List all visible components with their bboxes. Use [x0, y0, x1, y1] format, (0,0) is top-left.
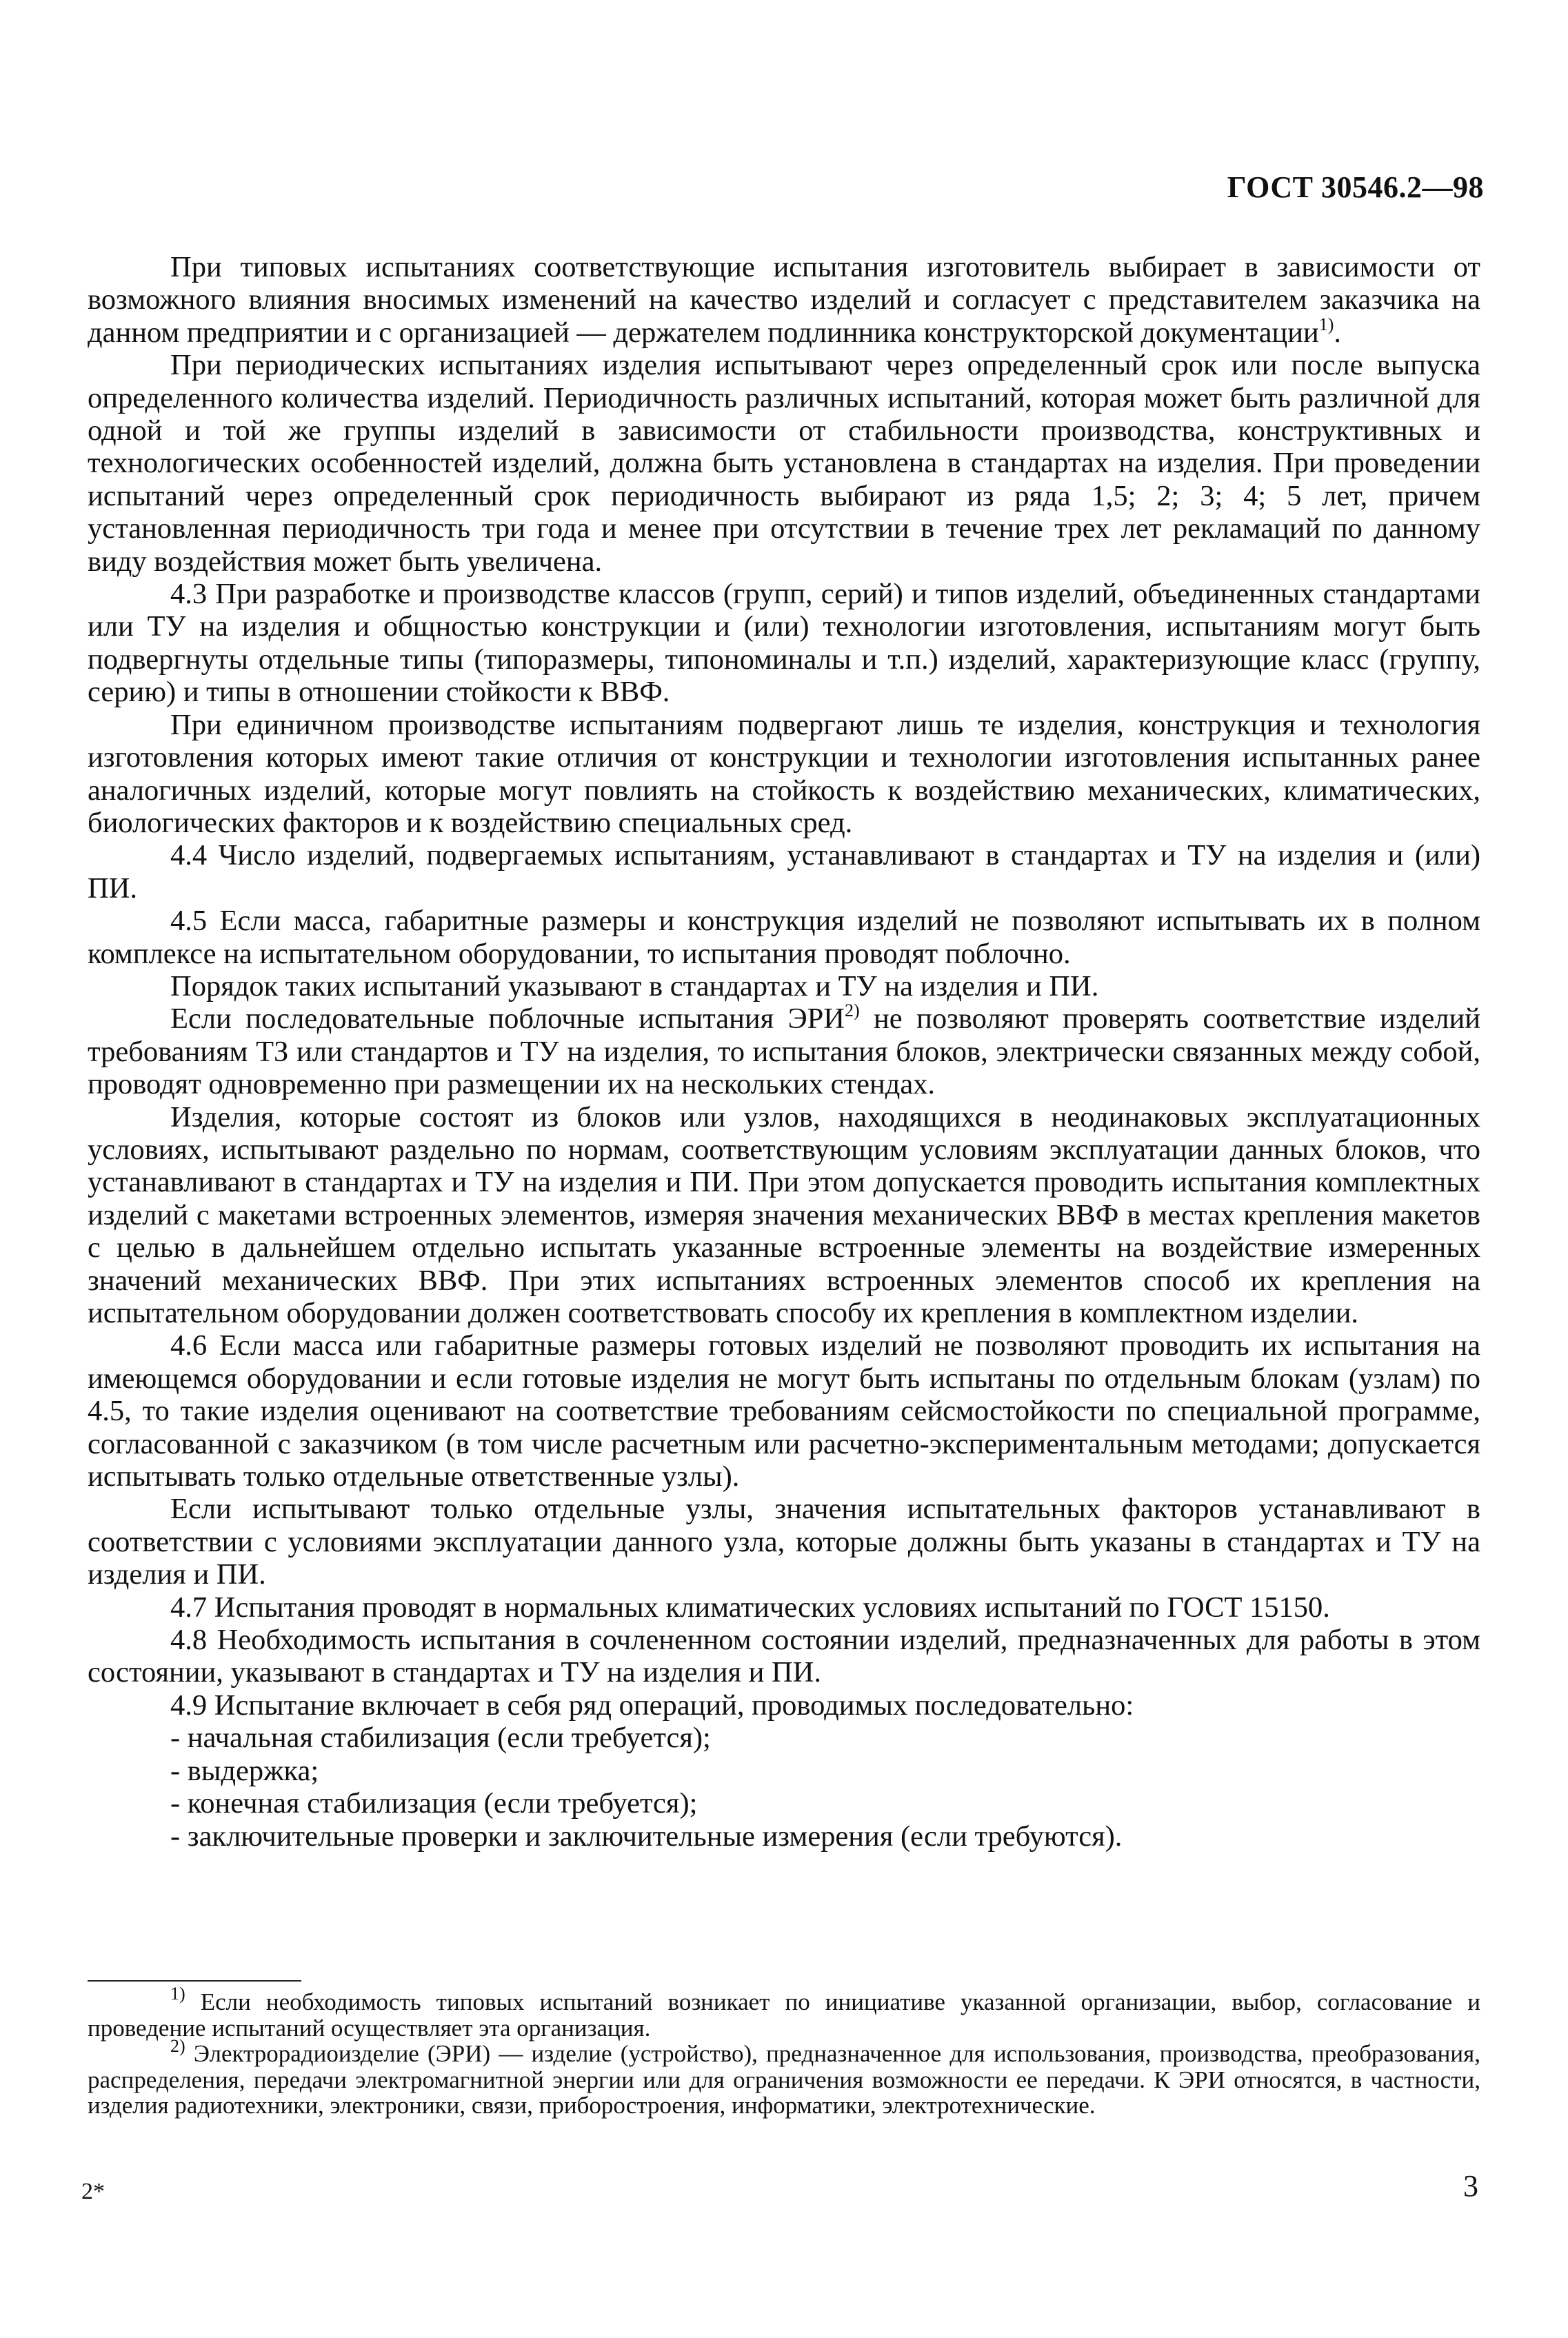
- body-text: [88, 251, 1480, 1853]
- footnote-1: $^{1)}$ Если необходимость типовых испытаний возникает по инициативе указанной организации, выбор, согласование и проведение испытаний осуществляет эта организация.: [88, 1984, 1480, 2042]
- list-item: - заключительные проверки и заключительные измерения (если требуются).: [170, 1820, 1123, 1853]
- paragraph-sequential-block-tests: Если последовательные поблочные испытания ЭРИ$^{2)}$ не позволяют проверять соответствие изделий требованиям ТЗ или стандартов и ТУ на изделия, то испытания блоков, электрически связанных между собой, проводят одновременно при размещении их на нескольких стендах.: [88, 1000, 1481, 1101]
- paragraph-periodic-tests: При периодических испытаниях изделия испытывают через определенный срок или после выпуска определенного количества изделий. Периодичность различных испытаний, которая может быть различной для одной и той же группы изделий в зависимости от стабильности производства, конструктивных и технологических особенностей изделий, должна быть установлена в стандартах на изделия. При проведении испытаний через определенный срок периодичность выбирают из ряда 1,5; 2; 3; 4; 5 лет, причем установленная периодичность три года и менее при отсутствии в течение трех лет рекламаций по данному виду воздействия может быть увеличена.: [88, 349, 1480, 578]
- footnotes: [88, 1984, 1480, 2119]
- paragraph-4-7: 4.7 Испытания проводят в нормальных климатических условиях испытаний по ГОСТ 15150.: [170, 1591, 1330, 1624]
- footnote-2: $^{2)}$ Электрорадиоизделие (ЭРИ) — изделие (устройство), предназначенное для использования, производства, преобразования, распределения, передачи электромагнитной энергии или для ограничения возможности ее передачи. К ЭРИ относятся, в частности, изделия радиотехники, электроники, связи, приборостроения, информатики, электротехнические.: [88, 2035, 1480, 2119]
- paragraph-typical-tests: При типовых испытаниях соответствующие испытания изготовитель выбирает в зависимости от возможного влияния вносимых изменений на качество изделий и согласует с представителем заказчика на данном предприятии и с организацией — держателем подлинника конструкторской документации$^{1)}$.: [88, 251, 1480, 349]
- paragraph-blocks-and-units: Изделия, которые состоят из блоков или узлов, находящихся в неодинаковых эксплуатационных условиях, испытывают раздельно по нормам, соответствующим условиям эксплуатации данных блоков, что устанавливают в стандартах и ТУ на изделия и ПИ. При этом допускается проводить испытания комплектных изделий с макетами встроенных элементов, измеряя значения механических ВВФ в местах крепления макетов с целью в дальнейшем отдельно испытать указанные встроенные элементы на воздействие измеренных значений механических ВВФ. При этих испытаниях встроенных элементов способ их крепления на испытательном оборудовании должен соответствовать способу их крепления в комплектном изделии.: [88, 1100, 1480, 1329]
- paragraph-separate-units: Если испытывают только отдельные узлы, значения испытательных факторов устанавливают в соответствии с условиями эксплуатации данного узла, которые должны быть указаны в стандартах и ТУ на изделия и ПИ.: [88, 1493, 1480, 1591]
- paragraph-4-4: 4.4 Число изделий, подвергаемых испытаниям, устанавливают в стандартах и ТУ на изделия и (или) ПИ.: [88, 839, 1480, 905]
- paragraph-4-5: 4.5 Если масса, габаритные размеры и конструкция изделий не позволяют испытывать их в полном комплексе на испытательном оборудовании, то испытания проводят поблочно.: [88, 905, 1480, 970]
- document-code-header: ГОСТ 30546.2—98: [1227, 170, 1484, 204]
- paragraph-test-order: Порядок таких испытаний указывают в стандартах и ТУ на изделия и ПИ.: [170, 969, 1099, 1002]
- list-item: - выдержка;: [170, 1754, 319, 1787]
- paragraph-single-production: При единичном производстве испытаниям подвергают лишь те изделия, конструкция и технология изготовления которых имеют такие отличия от конструкции и технологии изготовления испытанных ранее аналогичных изделий, которые могут повлиять на стойкость к воздействию механических, климатических, биологических факторов и к воздействию специальных сред.: [88, 708, 1480, 839]
- footnote-divider: [88, 1980, 301, 1982]
- paragraph-4-8: 4.8 Необходимость испытания в сочлененном состоянии изделий, предназначенных для работы в этом состоянии, указывают в стандартах и ТУ на изделия и ПИ.: [88, 1624, 1480, 1689]
- page-number: 3: [1463, 2169, 1478, 2203]
- paragraph-4-9: 4.9 Испытание включает в себя ряд операций, проводимых последовательно:: [170, 1689, 1134, 1722]
- paragraph-4-6: 4.6 Если масса или габаритные размеры готовых изделий не позволяют проводить их испытания на имеющемся оборудовании и если готовые изделия не могут быть испытаны по отдельным блокам (узлам) по 4.5, то такие изделия оценивают на соответствие требованиям сейсмостойкости по специальной программе, согласованной с заказчиком (в том числе расчетным или расчетно-экспериментальным методами; допускается испытывать только отдельные ответственные узлы).: [88, 1329, 1480, 1493]
- list-item: - начальная стабилизация (если требуется);: [170, 1722, 711, 1755]
- list-item: - конечная стабилизация (если требуется);: [170, 1787, 698, 1820]
- footnote-ref-1: 1): [1318, 314, 1334, 334]
- paragraph-4-3: 4.3 При разработке и производстве классов (групп, серий) и типов изделий, объединенных стандартами или ТУ на изделия и общностью конструкции и (или) технологии изготовления, испытаниям могут быть подвергнуты отдельные типы (типоразмеры, типономиналы и т.п.) изделий, характеризующие класс (группу, серию) и типы в отношении стойкости к ВВФ.: [88, 578, 1480, 709]
- footnote-ref-2: 2): [844, 1000, 860, 1021]
- sheet-signature: 2*: [81, 2179, 105, 2204]
